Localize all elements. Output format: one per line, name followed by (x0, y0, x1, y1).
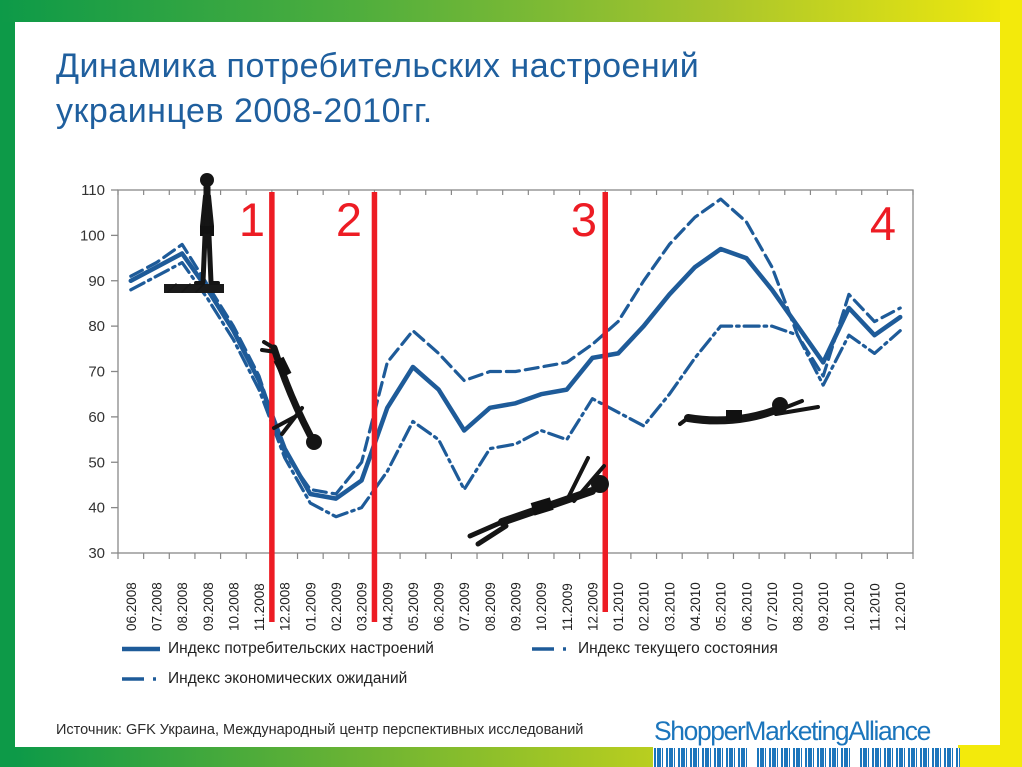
svg-text:05.2010: 05.2010 (713, 582, 729, 631)
svg-text:07.2008: 07.2008 (149, 582, 165, 631)
legend-item-economic-expectations (120, 670, 407, 688)
bottom-right-corner-block (958, 745, 1022, 767)
legend-row-2 (118, 670, 918, 700)
bottom-border-bar (15, 747, 653, 767)
svg-text:09.2008: 09.2008 (200, 582, 216, 631)
shopper-marketing-alliance-logo (654, 718, 966, 767)
svg-text:08.2008: 08.2008 (175, 582, 191, 631)
legend-label: Индекс экономических ожиданий (168, 670, 408, 687)
svg-text:40: 40 (88, 499, 105, 517)
legend-label: Индекс потребительских настроений (168, 640, 434, 657)
right-border-strip (1000, 0, 1022, 767)
legend-line-dash-icon (120, 674, 164, 684)
svg-text:10.2010: 10.2010 (841, 582, 857, 631)
chart-legend (118, 640, 918, 700)
svg-text:90: 90 (88, 272, 105, 290)
svg-text:50: 50 (88, 454, 105, 472)
logo-text: ShopperMarketingAlliance (654, 716, 930, 746)
diver-in-flight-icon (462, 448, 622, 548)
title-line-2: украинцев 2008-2010гг. (56, 92, 433, 131)
svg-text:02.2009: 02.2009 (328, 582, 344, 631)
svg-text:10.2009: 10.2009 (534, 582, 550, 631)
svg-text:12.2010: 12.2010 (893, 582, 909, 631)
legend-line-dash-dot-icon (530, 644, 574, 654)
diver-headfirst-icon (250, 340, 338, 460)
legend-item-current-state (530, 640, 778, 658)
svg-text:30: 30 (88, 545, 105, 562)
svg-text:05.2009: 05.2009 (405, 582, 421, 631)
barcode-icon (654, 748, 966, 767)
svg-text:09.2010: 09.2010 (816, 582, 832, 631)
svg-text:02.2010: 02.2010 (636, 582, 652, 631)
event-marker-2: 2 (335, 193, 363, 246)
svg-text:03.2009: 03.2009 (354, 582, 370, 631)
svg-text:11.2009: 11.2009 (559, 583, 575, 631)
svg-text:03.2010: 03.2010 (662, 582, 678, 631)
svg-text:110: 110 (81, 182, 105, 199)
event-marker-3: 3 (570, 193, 598, 246)
svg-text:04.2009: 04.2009 (380, 582, 396, 631)
svg-text:08.2009: 08.2009 (482, 582, 498, 631)
svg-text:60: 60 (88, 408, 105, 426)
legend-item-consumer-sentiment (120, 640, 434, 658)
event-marker-1: 1 (238, 193, 266, 246)
svg-text:06.2010: 06.2010 (739, 582, 755, 631)
svg-text:07.2009: 07.2009 (457, 582, 473, 631)
svg-text:10.2008: 10.2008 (226, 582, 242, 631)
svg-text:04.2010: 04.2010 (688, 582, 704, 631)
svg-text:100: 100 (79, 227, 105, 245)
svg-text:09.2009: 09.2009 (508, 582, 524, 631)
source-note: Источник: GFK Украина, Международный центр перспективных исследований (56, 722, 584, 738)
svg-text:11.2010: 11.2010 (867, 583, 883, 631)
event-marker-4: 4 (869, 197, 897, 250)
svg-text:08.2010: 08.2010 (790, 582, 806, 631)
svg-text:01.2010: 01.2010 (611, 582, 627, 631)
slide-title (56, 44, 936, 134)
svg-text:12.2009: 12.2009 (585, 582, 601, 631)
top-border-bar (0, 0, 1022, 22)
svg-text:07.2010: 07.2010 (764, 582, 780, 631)
svg-text:80: 80 (88, 318, 105, 336)
svg-text:06.2008: 06.2008 (123, 582, 139, 631)
svg-text:70: 70 (88, 363, 105, 381)
title-line-1: Динамика потребительских настроений (56, 47, 700, 85)
legend-row-1 (118, 640, 918, 670)
legend-label: Индекс текущего состояния (578, 640, 778, 657)
svg-text:01.2009: 01.2009 (303, 582, 319, 631)
left-border-strip (0, 22, 15, 767)
svg-text:11.2008: 11.2008 (252, 583, 268, 631)
diver-standing-on-board-icon (160, 168, 238, 300)
svg-text:06.2009: 06.2009 (431, 582, 447, 631)
svg-text:12.2008: 12.2008 (277, 582, 293, 631)
legend-line-solid-icon (120, 644, 164, 654)
swimmer-icon (678, 392, 826, 442)
